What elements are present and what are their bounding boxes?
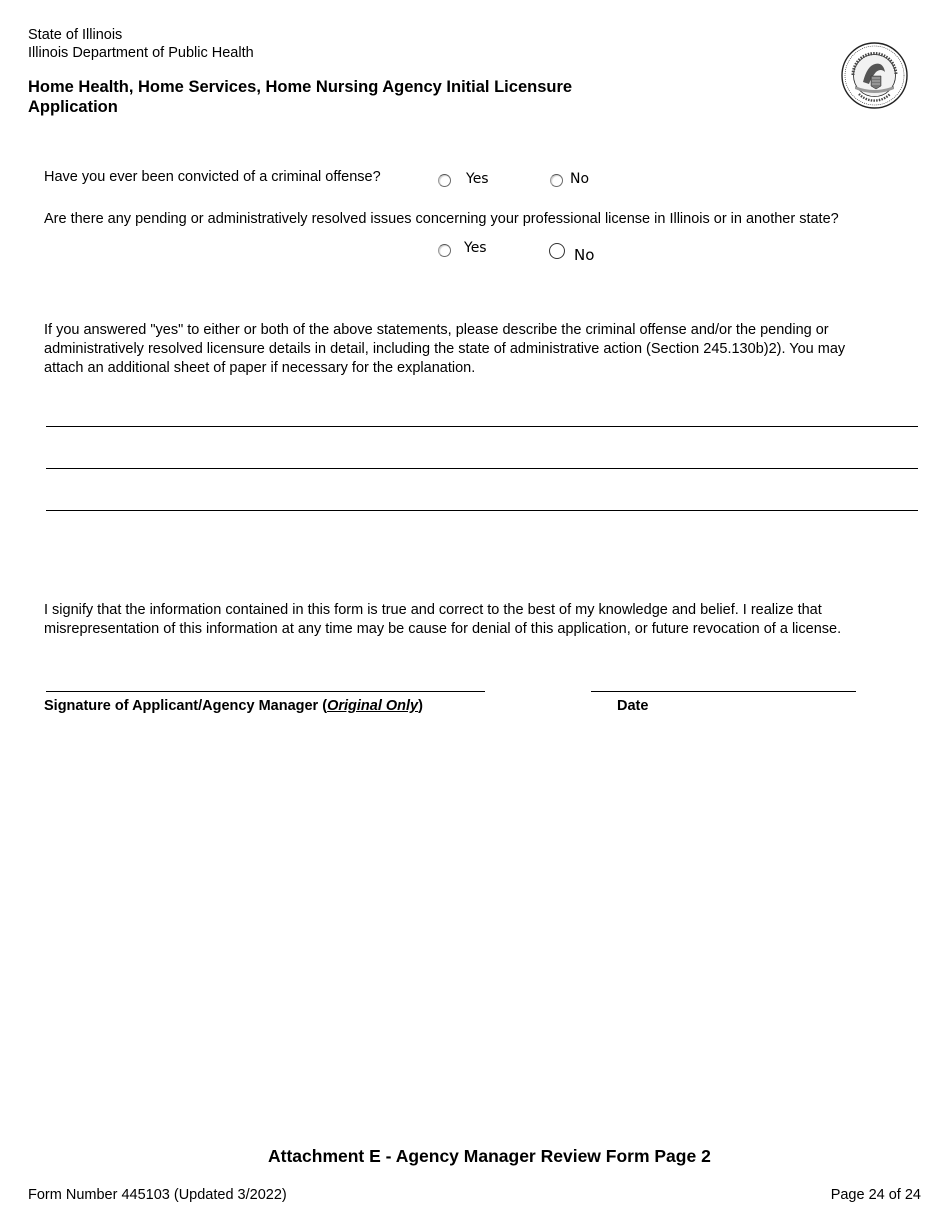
certification-line2: misrepresentation of this information at any time may be cause for denial of this application, or future revocation of a license. [44,621,842,637]
page-number: Page 24 of 24 [830,1187,921,1203]
form-number: Form Number 445103 (Updated 3/2022) [28,1187,287,1203]
form-title-line2: Application [28,98,118,116]
license-issues-yes-label[interactable]: Yes [464,240,487,256]
license-issues-yes-radio[interactable] [438,244,451,257]
signature-label-suffix: ) [418,698,423,714]
attachment-title: Attachment E - Agency Manager Review Form Page 2 [268,1146,711,1166]
explanation-line1: If you answered "yes" to either or both of the above statements, please describe the criminal offense and/or the pending or [44,322,829,338]
license-issues-no-radio[interactable] [549,243,565,259]
explanation-answer-line-2[interactable] [46,468,918,469]
explanation-answer-line-3[interactable] [46,510,918,511]
explanation-line2: administratively resolved licensure details in detail, including the state of administrative action (Section 245.130b)2). You may [44,341,846,357]
signature-label-emphasis: Original Only [327,698,419,714]
signature-label [44,698,423,714]
date-line[interactable] [591,691,856,692]
question-criminal-offense: Have you ever been convicted of a criminal offense? [44,169,381,185]
signature-label-prefix: Signature of Applicant/Agency Manager ( [44,698,328,714]
state-seal-icon [841,42,908,109]
criminal-offense-yes-radio[interactable] [438,174,451,187]
explanation-line3: attach an additional sheet of paper if necessary for the explanation. [44,360,476,376]
criminal-offense-yes-label[interactable]: Yes [466,171,489,187]
explanation-answer-line-1[interactable] [46,426,918,427]
form-title-line1: Home Health, Home Services, Home Nursing Agency Initial Licensure [28,78,573,96]
license-issues-no-label[interactable]: No [574,246,595,264]
department-name: Illinois Department of Public Health [28,45,254,61]
question-license-issues: Are there any pending or administratively resolved issues concerning your professional license in Illinois or in another state? [44,211,839,227]
certification-line1: I signify that the information contained in this form is true and correct to the best of my knowledge and belief. I realize that [44,602,822,618]
criminal-offense-no-radio[interactable] [550,174,563,187]
criminal-offense-no-label[interactable]: No [570,171,590,187]
date-label: Date [617,698,649,714]
state-name: State of Illinois [28,27,123,43]
signature-line[interactable] [46,691,485,692]
